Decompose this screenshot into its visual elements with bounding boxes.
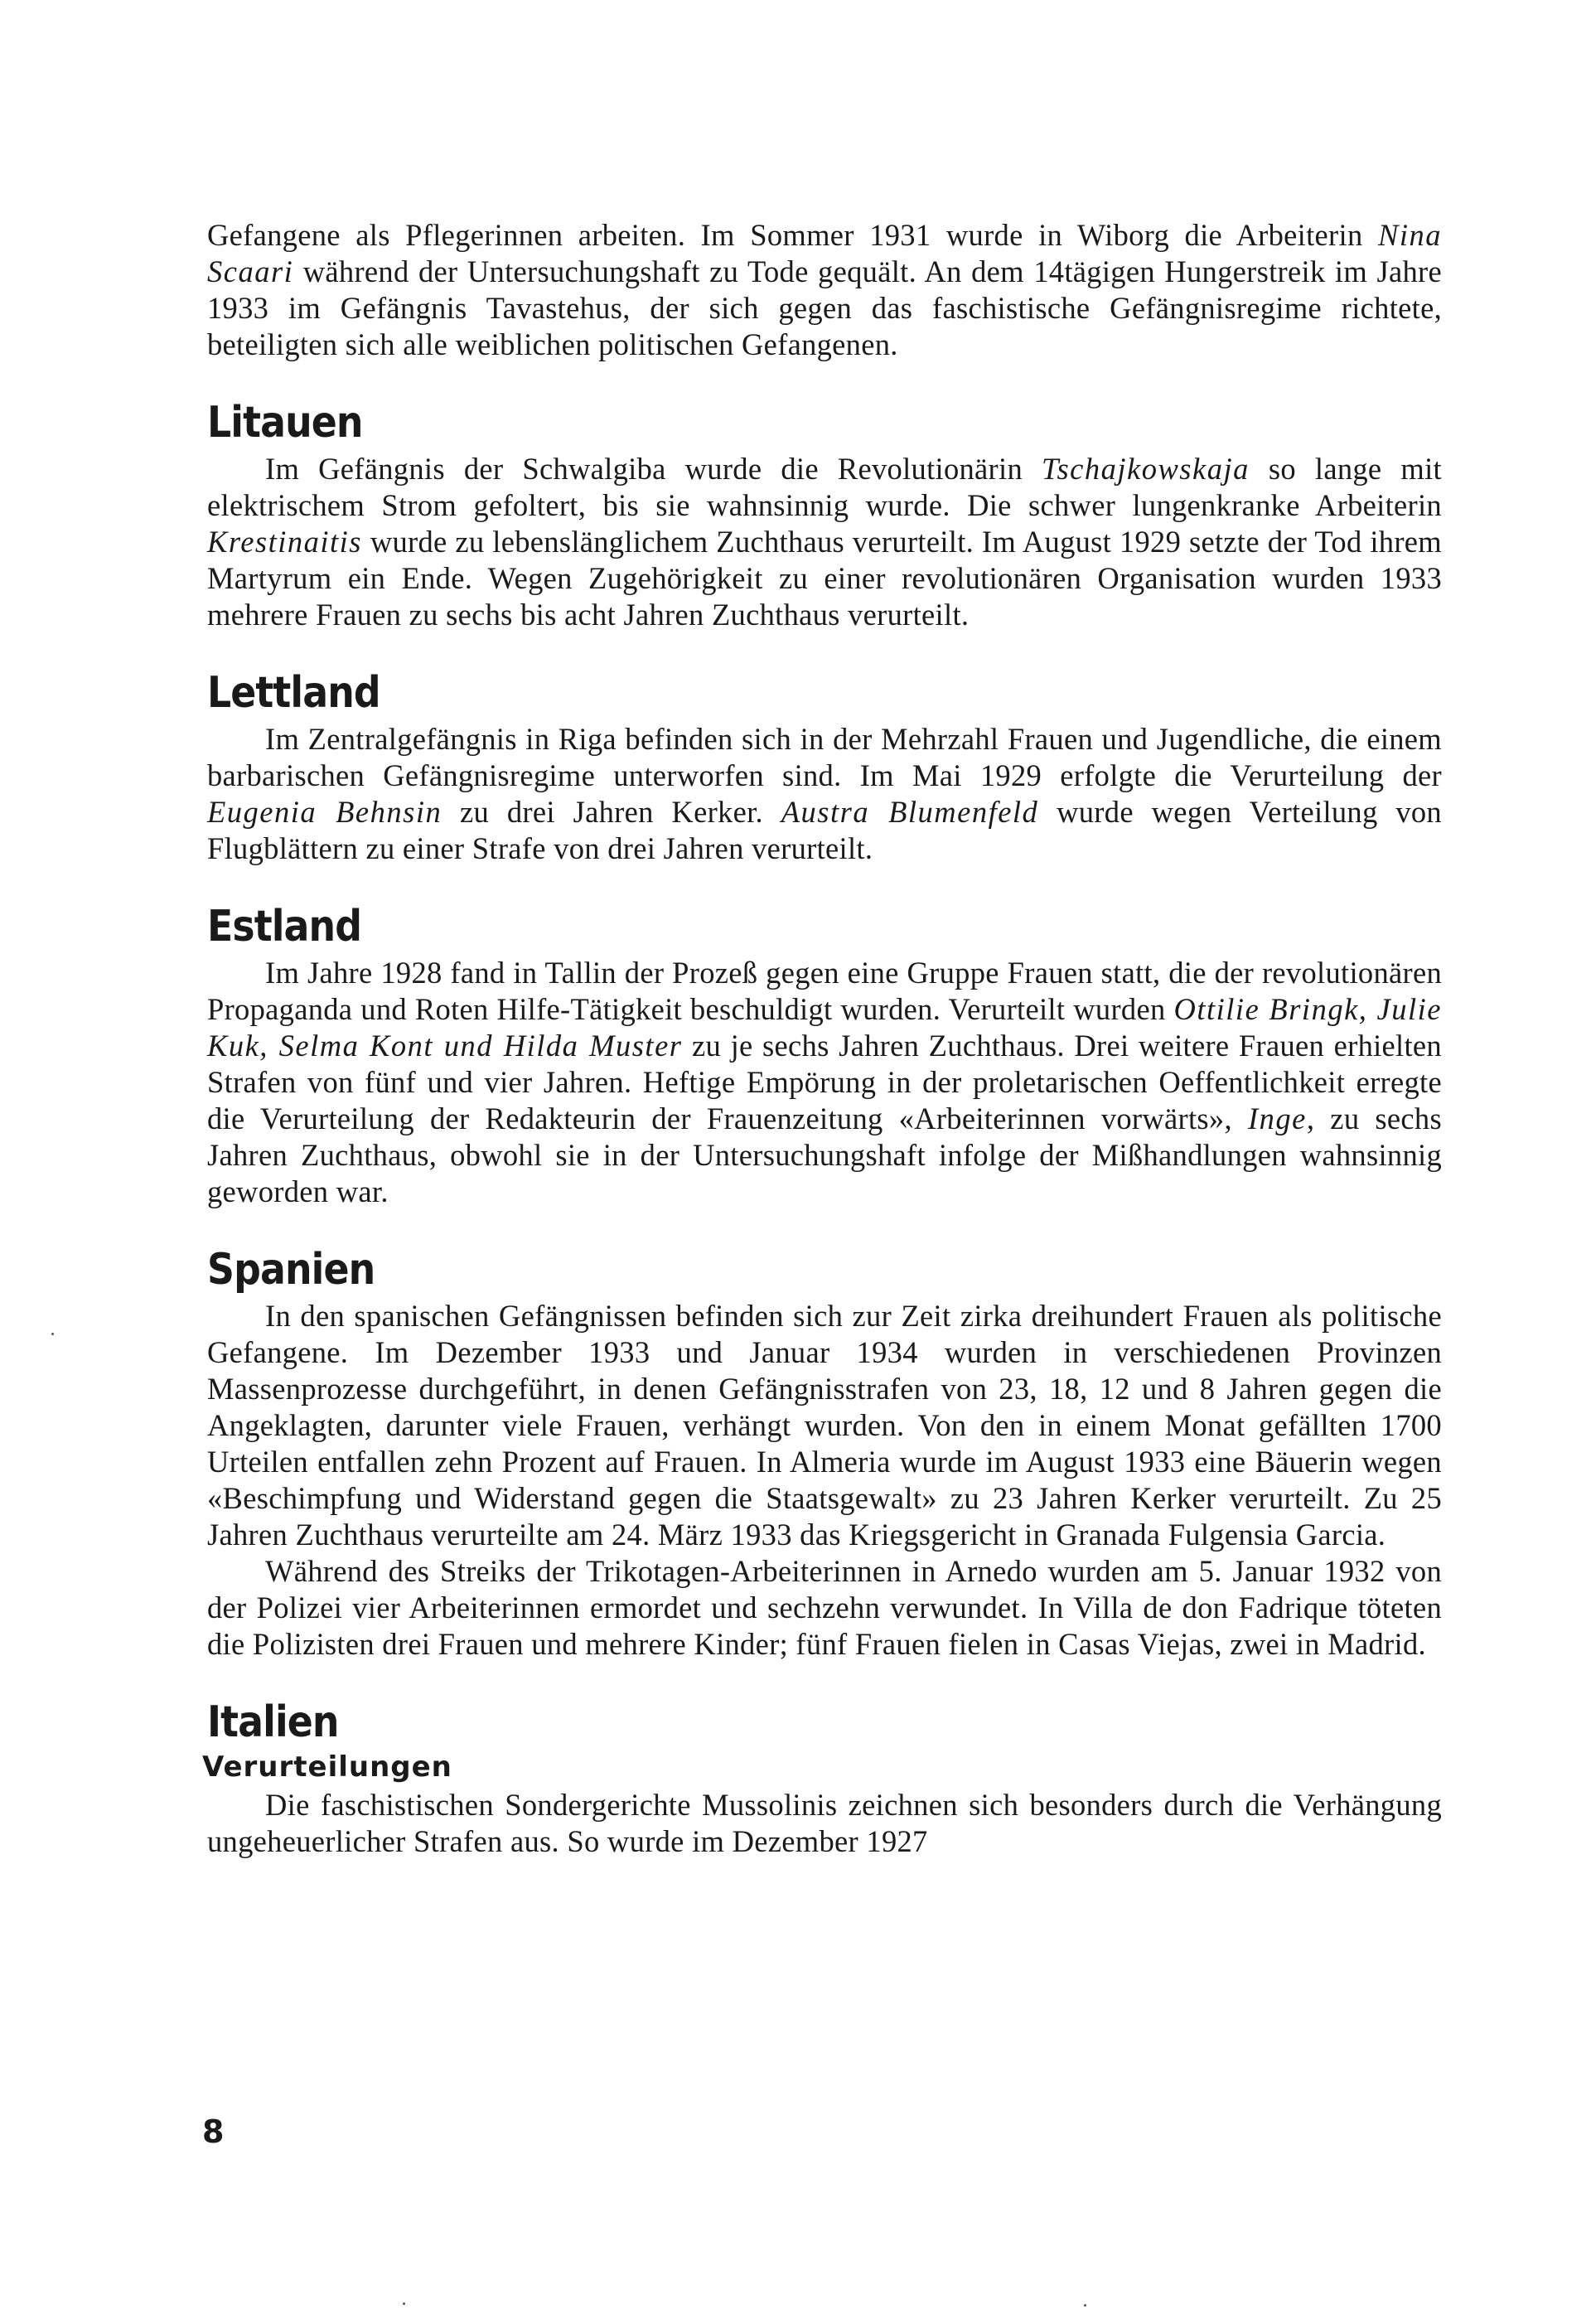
spanien-paragraph-1: In den spanischen Gefängnissen befinden sich zur Zeit zirka dreihundert Frauen als politische Gefangene. Im Dezember 1933 und Januar 1934 wurden in verschiedenen Provinzen Massenprozesse durchgeführt, in denen Gefängnisstrafen von 23, 18, 12 und 8 Jahren gegen die Angeklagten, darunter viele Frauen, verhängt wurden. Von den in einem Monat gefällten 1700 Urteilen entfallen zehn Prozent auf Frauen. In Almeria wurde im August 1933 eine Bäuerin wegen «Beschimpfung und Widerstand gegen die Staatsgewalt» zu 23 Jahren Kerker verurteilt. Zu 25 Jahren Zuchthaus verurteilte am 24. März 1933 das Kriegsgericht in Granada Fulgensia Garcia.	[207, 1299, 1442, 1552]
section-heading-spanien: Spanien	[207, 1245, 375, 1295]
person-name: Krestinaitis	[207, 525, 363, 559]
spanien-paragraph-2: Während des Streiks der Trikotagen-Arbeiterinnen in Arnedo wurden am 5. Januar 1932 von der Polizei vier Arbeiterinnen ermordet und sechzehn verwundet. In Villa de don Fadrique töteten die Polizisten drei Frauen und mehrere Kinder; fünf Frauen fielen in Casas Viejas, zwei in Madrid.	[207, 1554, 1442, 1661]
person-name: Eugenia Behnsin	[207, 795, 442, 829]
person-name: Austra Blumenfeld	[781, 795, 1039, 829]
section-heading-litauen: Litauen	[207, 398, 363, 448]
section-heading-italien: Italien	[207, 1697, 339, 1747]
litauen-paragraph: Im Gefängnis der Schwalgiba wurde die Revolutionärin Tschajkowskaja so lange mit elektrischem Strom gefoltert, bis sie wahnsinnig wurde. Die schwer lungenkranke Arbeiterin Krestinaitis wurde zu lebenslänglichem Zuchthaus verurteilt. Im August 1929 setzte der Tod ihrem Martyrum ein Ende. Wegen Zugehörigkeit zu einer revolutionären Organisation wurden 1933 mehrere Frauen zu sechs bis acht Jahren Zuchthaus verurteilt.	[207, 452, 1442, 632]
scan-speck	[403, 2302, 405, 2305]
section-heading-estland: Estland	[207, 902, 362, 951]
scan-speck	[1084, 2304, 1086, 2307]
person-names: Ottilie Bringk, Julie Kuk, Selma Kont und Hilda Muster	[207, 992, 1442, 1063]
section-heading-lettland: Lettland	[207, 668, 380, 718]
person-name: Nina Scaari	[207, 218, 1442, 288]
intro-paragraph: Gefangene als Pflegerinnen arbeiten. Im Sommer 1931 wurde in Wiborg die Arbeiterin Nina Scaari während der Untersuchungshaft zu Tode gequält. An dem 14tägigen Hungerstreik im Jahre 1933 im Gefängnis Tavastehus, der sich gegen das faschistische Gefängnisregime richtete, beteiligten sich alle weiblichen politischen Gefangenen.	[207, 218, 1442, 361]
page-number: 8	[202, 2113, 225, 2150]
person-name: Tschajkowskaja	[1042, 452, 1250, 486]
scan-speck	[51, 1333, 54, 1335]
subsection-heading-verurteilungen: Verurteilungen	[202, 1750, 452, 1784]
page-body	[202, 217, 1442, 1860]
italien-paragraph: Die faschistischen Sondergerichte Mussolinis zeichnen sich besonders durch die Verhängung ungeheuerlicher Strafen aus. So wurde im Dezember 1927	[207, 1788, 1442, 1858]
estland-paragraph: Im Jahre 1928 fand in Tallin der Prozeß gegen eine Gruppe Frauen statt, die der revolutionären Propaganda und Roten Hilfe-Tätigkeit beschuldigt wurden. Verurteilt wurden Ottilie Bringk, Julie Kuk, Selma Kont und Hilda Muster zu je sechs Jahren Zuchthaus. Drei weitere Frauen erhielten Strafen von fünf und vier Jahren. Heftige Empörung in der proletarischen Oeffentlichkeit erregte die Verurteilung der Redakteurin der Frauenzeitung «Arbeiterinnen vorwärts», Inge, zu sechs Jahren Zuchthaus, obwohl sie in der Untersuchungshaft infolge der Mißhandlungen wahnsinnig geworden war.	[207, 956, 1442, 1208]
lettland-paragraph: Im Zentralgefängnis in Riga befinden sich in der Mehrzahl Frauen und Jugendliche, die einem barbarischen Gefängnisregime unterworfen sind. Im Mai 1929 erfolgte die Verurteilung der Eugenia Behnsin zu drei Jahren Kerker. Austra Blumenfeld wurde wegen Verteilung von Flugblättern zu einer Strafe von drei Jahren verurteilt.	[207, 722, 1442, 865]
person-name: Inge	[1247, 1101, 1307, 1135]
